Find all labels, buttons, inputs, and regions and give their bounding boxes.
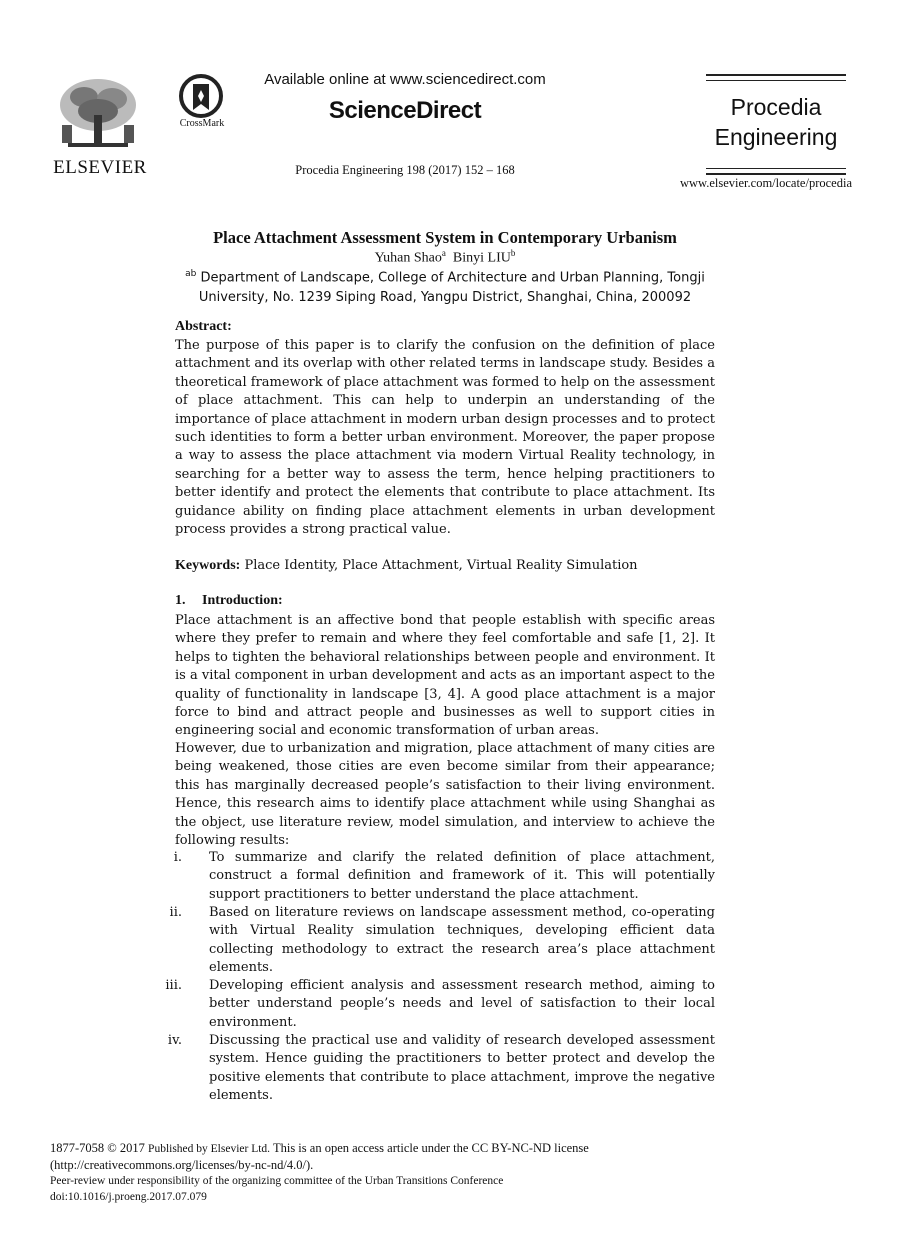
author-name: Binyi LIU bbox=[452, 250, 511, 266]
paper-title: Place Attachment Assessment System in Contemporary Urbanism bbox=[213, 228, 677, 247]
doi[interactable]: doi:10.1016/j.proeng.2017.07.079 bbox=[50, 1191, 207, 1203]
introduction-paragraph: Place attachment is an affective bond that people establish with specific areas where they prefer to remain and where they feel comfortable and safe [1, 2]. It helps to tighten the behavioral relationships between people and environment. It is a vital component in urban development and acts as an important aspect to the quality of functionality in landscape [3, 4]. A good place attachment is a major force to bind and attract people and businesses as well to support cities in engineering social and economic transformation of urban areas. bbox=[175, 613, 715, 739]
author-affiliation-mark: a bbox=[441, 248, 446, 258]
available-online-text[interactable]: Available online at www.sciencedirect.com bbox=[264, 71, 546, 88]
license-link[interactable]: (http://creativecommons.org/licenses/by-nc-nd/4.0/). bbox=[50, 1158, 314, 1172]
copyright-prefix: 1877-7058 © 2017 bbox=[50, 1141, 149, 1155]
published-by: Published by Elsevier Ltd. bbox=[148, 1143, 271, 1155]
keywords-text: Place Identity, Place Attachment, Virtual Reality Simulation bbox=[240, 558, 638, 573]
crossmark-badge[interactable] bbox=[175, 74, 235, 134]
abstract-heading: Abstract: bbox=[175, 319, 232, 334]
journal-url-link[interactable]: www.elsevier.com/locate/procedia bbox=[679, 176, 852, 190]
author-affiliation-mark: b bbox=[510, 248, 516, 258]
list-item-text: Based on literature reviews on landscape assessment method, co-operating with Virtual Reality simulation techniques, developing efficient data collecting methodology to extract the research area’s place attachment elements. bbox=[209, 905, 715, 976]
affiliation bbox=[130, 264, 760, 308]
author-name: Yuhan Shao bbox=[374, 250, 442, 266]
crossmark-icon bbox=[175, 74, 227, 118]
affiliation-line bbox=[130, 264, 760, 288]
keywords bbox=[175, 557, 715, 575]
footer bbox=[50, 1140, 750, 1205]
journal-title bbox=[706, 92, 846, 152]
elsevier-wordmark: ELSEVIER bbox=[53, 157, 147, 178]
list-item-number: iv. bbox=[167, 1033, 182, 1048]
list-item-number: iii. bbox=[165, 978, 182, 993]
introduction-paragraph: However, due to urbanization and migration, place attachment of many cities are being weakened, those cities are even become similar from their appearance; this has marginally decreased people’s satisfaction to their living environment. Hence, this research aims to identify place attachment while using Shanghai as the object, use literature review, model simulation, and interview to achieve the following results: bbox=[175, 741, 715, 849]
crossmark-label: CrossMark bbox=[179, 118, 225, 129]
elsevier-logo bbox=[50, 75, 150, 178]
journal-title-line2: Engineering bbox=[714, 124, 838, 150]
list-item-text: To summarize and clarify the related definition of place attachment, construct a formal definition and framework of it. This will potentially support practitioners to better understand the place attachment. bbox=[209, 850, 715, 902]
list-item-number: ii. bbox=[169, 905, 182, 920]
list-item-number: i. bbox=[173, 850, 182, 865]
keywords-label: Keywords: bbox=[175, 558, 241, 573]
journal-rule-top bbox=[706, 74, 846, 76]
section-number: 1. bbox=[175, 593, 186, 608]
section-title: Introduction: bbox=[202, 593, 283, 608]
affiliation-text: Department of Landscape, College of Architecture and Urban Planning, Tongji bbox=[196, 270, 705, 286]
journal-title-line1: Procedia bbox=[730, 94, 822, 120]
affiliation-mark: ab bbox=[185, 269, 197, 279]
list-item-text: Developing efficient analysis and assessment research method, aiming to better understand people’s needs and level of satisfaction to their local environment. bbox=[209, 978, 715, 1030]
elsevier-tree-icon bbox=[54, 75, 142, 153]
license-text: This is an open access article under the CC BY-NC-ND license bbox=[270, 1141, 589, 1155]
journal-rule-mid bbox=[706, 80, 846, 81]
copyright-line bbox=[50, 1140, 750, 1157]
journal-rule-bottom2 bbox=[706, 173, 846, 175]
journal-reference: Procedia Engineering 198 (2017) 152 – 168 bbox=[295, 163, 515, 177]
peer-review-note: Peer-review under responsibility of the organizing committee of the Urban Transitions Conference bbox=[50, 1175, 504, 1187]
introduction-heading bbox=[175, 593, 283, 609]
abstract-text: The purpose of this paper is to clarify the confusion on the definition of place attachment and its overlap with other related terms in landscape study. Besides a theoretical framework of place attachment was formed to help on the assessment of place attachment. This can help to underpin an understanding of the importance of place attachment in modern urban design processes and to protect such identities to form a better urban environment. Moreover, the paper propose a way to assess the place attachment via modern Virtual Reality technology, in searching for a better way to assess the term, hence helping practitioners to better identify and protect the elements that contribute to place attachment. Its guidance ability on finding place attachment elements in urban development process provides a strong practical value. bbox=[175, 338, 715, 538]
list-item-text: Discussing the practical use and validity of research developed assessment system. Hence guiding the practitioners to better protect and develop the positive elements that contribute to place attachment, improve the negative elements. bbox=[209, 1033, 715, 1104]
affiliation-line: University, No. 1239 Siping Road, Yangpu District, Shanghai, China, 200092 bbox=[198, 290, 692, 306]
sciencedirect-brand: ScienceDirect bbox=[328, 97, 482, 124]
journal-rule-bottom bbox=[706, 168, 846, 169]
